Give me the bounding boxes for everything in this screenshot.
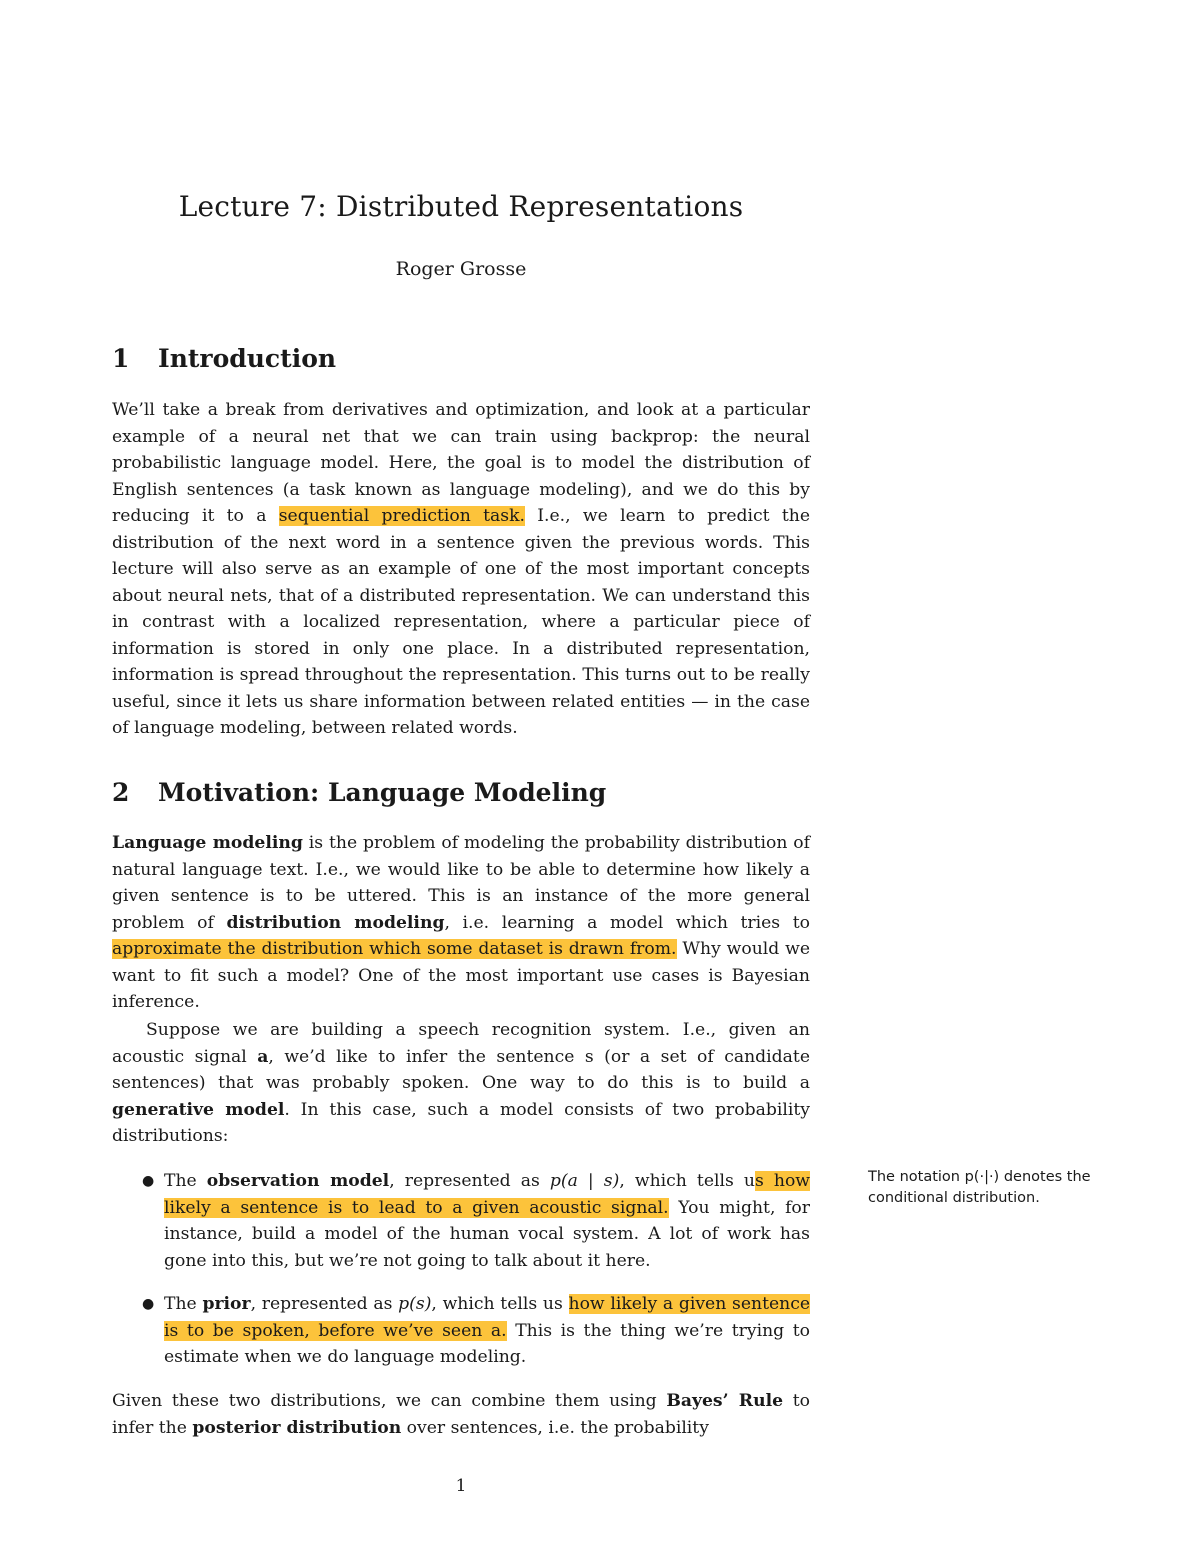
text-run: I.e., we learn to predict the distribution of the next word in a sentence given the previous words. This lecture will also serve as an example of one of the most important concepts about neural nets, that of a distributed representation. We can understand this in contrast with a localized representation, where a particular piece of information is stored in only one place. In a distributed representation, information is spread throughout the representation. This turns out to be really useful, since it lets us share information between related entities — in the case of language modeling, between related words. xyxy=(112,506,810,738)
paper-author: Roger Grosse xyxy=(395,258,527,280)
list-item-prior xyxy=(112,1291,810,1371)
motivation-paragraph-2 xyxy=(112,1017,810,1150)
margin-note: The notation p(·|·) denotes the conditional distribution. xyxy=(868,1169,1091,1206)
section-number: 2 xyxy=(112,778,130,807)
term-bayes-rule: Bayes’ Rule xyxy=(666,1391,784,1411)
term-distribution-modeling: distribution modeling xyxy=(226,912,445,933)
bullet-dot-icon: ● xyxy=(142,1173,155,1189)
text-run: , which tells us xyxy=(431,1294,569,1314)
text-run: Why would we want to fit such a model? One of the most important use cases is Bayesian inference. xyxy=(112,939,810,1012)
text-run: , which tells u xyxy=(619,1171,755,1191)
text-run: to infer the xyxy=(112,1391,810,1438)
term-language-modeling: Language modeling xyxy=(112,833,303,853)
bullet-dot-icon: ● xyxy=(142,1296,155,1312)
text-run: , represented as xyxy=(389,1171,550,1191)
text-run: The xyxy=(164,1171,207,1191)
section-number: 1 xyxy=(112,344,130,373)
highlight-acoustic-signal: s how likely a sentence is to lead to a given acoustic signal. xyxy=(164,1171,811,1218)
section-heading-introduction xyxy=(112,344,336,373)
highlight-approximate-distribution: approximate the distribution which some dataset is drawn from. xyxy=(112,939,677,959)
text-run: Suppose we are building a speech recognition system. I.e., given an acoustic signal xyxy=(112,1020,810,1067)
motivation-paragraph-1 xyxy=(112,830,810,1016)
section-heading-motivation xyxy=(112,778,606,807)
text-run: We’ll take a break from derivatives and optimization, and look at a particular example of a neural net that we can train using backprop: the neural probabilistic language model. Here, the goal is to model the distribution of English sentences (a task known as language modeling), and we do this by reducing it to a xyxy=(112,400,810,526)
text-run: . In this case, such a model consists of two probability distributions: xyxy=(112,1099,810,1146)
bullet-list xyxy=(112,1168,810,1371)
motivation-paragraph-3 xyxy=(112,1388,810,1441)
text-run: You might, for instance, build a model of the human vocal system. A lot of work has gone into this, but we’re not going to talk about it here. xyxy=(164,1197,810,1271)
intro-paragraph xyxy=(112,397,810,742)
section-title: Introduction xyxy=(158,344,337,373)
section-title: Motivation: Language Modeling xyxy=(158,778,607,807)
highlight-sentence-spoken: how likely a given sentence is to be spoken, before we’ve seen a. xyxy=(164,1294,811,1341)
term-observation-model: observation model xyxy=(206,1171,390,1191)
term-prior: prior xyxy=(202,1294,251,1314)
text-run: over sentences, i.e. the probability xyxy=(401,1417,709,1438)
math-symbol-a: a xyxy=(257,1046,269,1067)
text-run: Given these two distributions, we can combine them using xyxy=(112,1391,667,1411)
highlight-sequential-prediction: sequential prediction task. xyxy=(278,506,525,526)
math-prior: p(s) xyxy=(398,1294,432,1314)
term-posterior-distribution: posterior distribution xyxy=(192,1417,402,1438)
text-run: , i.e. learning a model which tries to xyxy=(444,912,810,933)
page-number: 1 xyxy=(455,1476,467,1496)
text-run: This is the thing we’re trying to estimate when we do language modeling. xyxy=(164,1320,810,1367)
paper-title: Lecture 7: Distributed Representations xyxy=(178,190,744,223)
text-run: , represented as xyxy=(250,1294,399,1314)
list-item-observation-model xyxy=(112,1168,810,1274)
text-run: is the problem of modeling the probability distribution of natural language text. I.e., we would like to be able to determine how likely a given sentence is to be uttered. This is an instance of the more general problem of xyxy=(112,833,810,933)
math-observation: p(a | s) xyxy=(549,1171,620,1191)
text-run: , we’d like to infer the sentence s (or a set of candidate sentences) that was probably spoken. One way to do this is to build a xyxy=(112,1046,810,1093)
text-run: The xyxy=(164,1294,203,1314)
term-generative-model: generative model xyxy=(112,1099,285,1120)
